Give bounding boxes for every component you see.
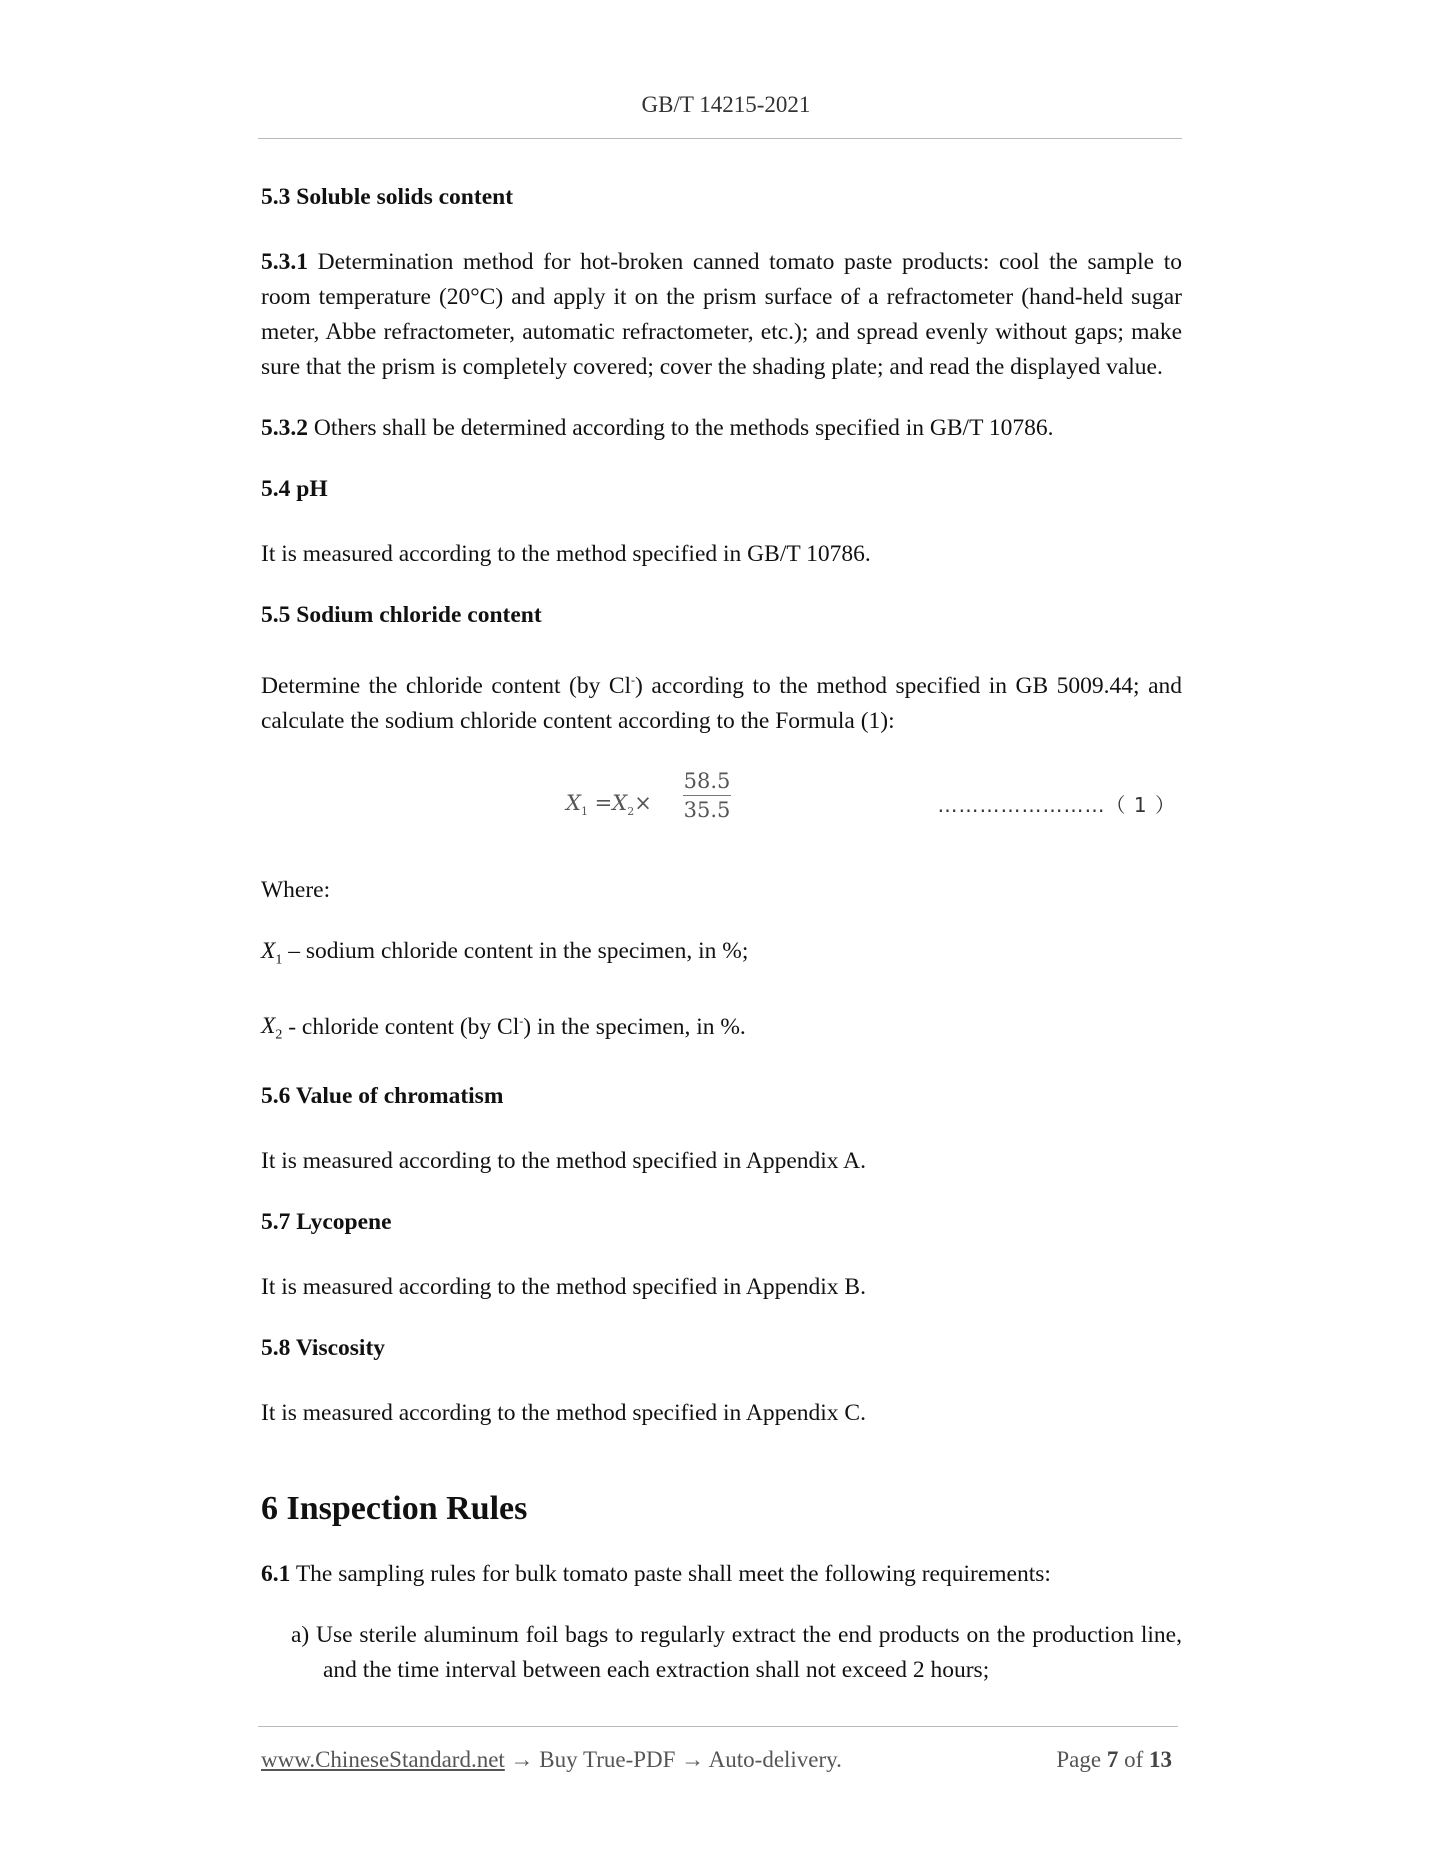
formula-denominator: 35.5 <box>683 797 731 822</box>
doc-code: GB/T 14215-2021 <box>641 92 811 117</box>
heading-5-4: 5.4 pH <box>261 476 328 502</box>
para-5-3-2-text: Others shall be determined according to the methods specified in GB/T 10786. <box>308 415 1054 441</box>
para-5-5-text-a: Determine the chloride content (by Cl <box>261 672 632 699</box>
para-5-4: It is measured according to the method specified in GB/T 10786. <box>261 541 871 567</box>
formula-number: ……………………（ 1 ） <box>937 792 1176 817</box>
page-footer <box>258 1726 1178 1787</box>
para-5-3-1 <box>261 245 1182 385</box>
var-x1: $X_1$ <box>261 937 283 968</box>
footer-left <box>261 1747 842 1773</box>
heading-5-3: 5.3 Soluble solids content <box>261 184 514 210</box>
website-link[interactable]: www.ChineseStandard.net <box>261 1747 505 1772</box>
heading-5-6: 5.6 Value of chromatism <box>261 1083 504 1110</box>
para-5-5-text-b: ) according to the method specified in GB 5009.44; and calculate the sodium chloride content according to the Formula (1): <box>261 672 1183 734</box>
heading-6: 6 Inspection Rules <box>261 1490 528 1528</box>
formula-x2: X <box>612 790 628 815</box>
where-x2-sup: - <box>519 1013 524 1028</box>
page-header <box>258 92 1182 139</box>
document-body <box>261 180 1182 1688</box>
para-5-7: It is measured according to the method specified in Appendix B. <box>261 1274 866 1301</box>
clause-num-5-3-2: 5.3.2 <box>261 415 308 441</box>
heading-5-5: 5.5 Sodium chloride content <box>261 602 542 628</box>
formula-x1: X <box>566 790 581 815</box>
current-page: 7 <box>1106 1747 1119 1772</box>
list-item-a: a) Use sterile aluminum foil bags to regularly extract the end products on the production line, and the time interval between each extraction shall not exceed 2 hours; <box>291 1622 1182 1684</box>
formula-lhs <box>566 791 652 818</box>
where-x1 <box>261 934 1182 978</box>
heading-5-8: 5.8 Viscosity <box>261 1335 386 1362</box>
para-5-3-2 <box>261 411 1182 446</box>
formula-times: × <box>634 790 652 815</box>
where-x1-text: – sodium chloride content in the specimen, in %; <box>282 937 749 964</box>
formula-1 <box>261 765 1182 843</box>
where-x2-text-a: - chloride content (by Cl <box>282 1013 520 1040</box>
heading-5-7: 5.7 Lycopene <box>261 1209 392 1236</box>
total-pages: 13 <box>1149 1747 1172 1772</box>
formula-equals: = <box>594 790 613 815</box>
page-indicator: Page 7 of 13 <box>1056 1747 1172 1772</box>
where-x2 <box>261 1004 1182 1054</box>
where-label: Where: <box>261 876 331 903</box>
where-x2-text-b: ) in the specimen, in %. <box>523 1013 746 1040</box>
para-5-3-1-text: Determination method for hot-broken canned tomato paste products: cool the sample to room temperature (20°C) and apply it on the prism surface of a refractometer (hand-held sugar meter, Abbe refractometer, automatic refractometer, etc.); and spread evenly without gaps; make sure that the prism is completely covered; cover the shading plate; and read the displayed value. <box>261 249 1182 380</box>
formula-fraction <box>683 769 731 822</box>
var-x2: $X_2$ <box>261 1013 283 1044</box>
clause-num-6-1: 6.1 <box>261 1561 291 1588</box>
formula-numerator: 58.5 <box>683 769 731 796</box>
para-5-8: It is measured according to the method specified in Appendix C. <box>261 1400 866 1427</box>
para-6-1 <box>261 1557 1182 1592</box>
para-5-5 <box>261 663 1182 739</box>
formula-x2-sub: 2 <box>627 805 635 819</box>
footer-tagline: → Buy True-PDF → Auto-delivery. <box>504 1747 842 1772</box>
para-6-1-text: The sampling rules for bulk tomato paste shall meet the following requirements: <box>290 1561 1051 1588</box>
chloride-superscript: - <box>631 673 636 687</box>
para-5-6: It is measured according to the method specified in Appendix A. <box>261 1148 866 1175</box>
clause-num-5-3-1: 5.3.1 <box>261 249 308 275</box>
formula-x1-sub: 1 <box>580 805 588 819</box>
